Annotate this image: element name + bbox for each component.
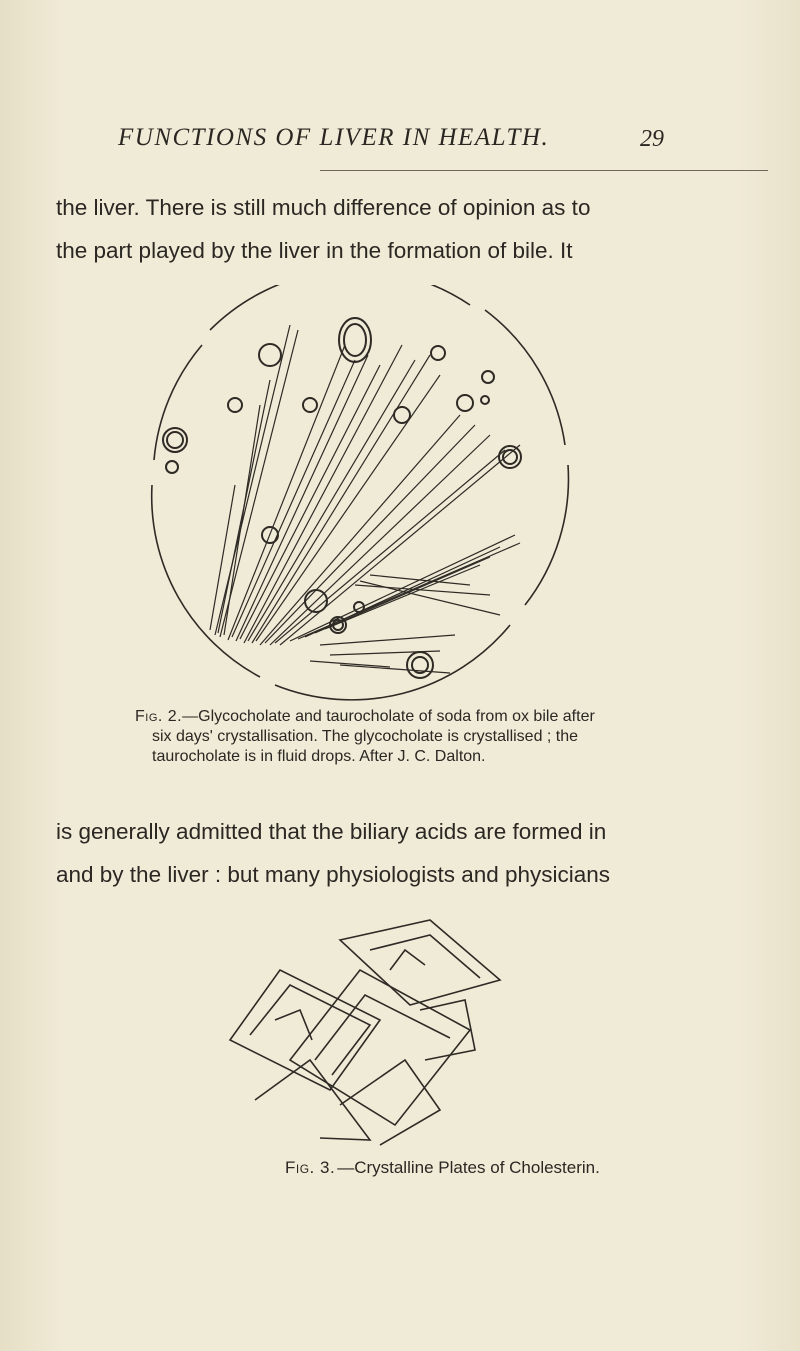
figure-2-caption [135,707,695,767]
paragraph-1 [56,186,756,272]
caption-line: taurocholate is in fluid drops. After J. C. Dalton. [152,748,486,765]
running-head [0,122,800,162]
header-rule [320,170,768,171]
paragraph-2 [56,810,756,896]
page-number: 29 [640,126,664,152]
text-line: the part played by the liver in the formation of bile. It [56,238,573,263]
figure-label: Fig. 3. [285,1158,336,1177]
field-outline [210,285,470,330]
figure-label: Fig. 2. [135,708,183,725]
field-outline [154,345,202,460]
text-line: is generally admitted that the biliary acids are formed in [56,819,607,844]
figure-2-crystal-field [140,285,576,705]
running-title: FUNCTIONS OF LIVER IN HEALTH. [118,124,550,151]
needle-crystals [210,325,520,673]
text-line: and by the liver : but many physiologists and physicians [56,862,611,887]
field-outline [275,625,510,700]
caption-line: six days' crystallisation. The glycocholate is crystallised ; the [152,728,579,745]
text-line: the liver. There is still much difference of opinion as to [56,195,591,220]
crystal-plates [230,920,500,1145]
caption-text: —Crystalline Plates of Cholesterin. [337,1158,600,1177]
figure-3-caption [285,1158,800,1178]
figure-3-cholesterin-plates [220,910,520,1150]
caption-line: —Glycocholate and taurocholate of soda from ox bile after [182,708,595,725]
field-outline [485,310,565,445]
field-outline [525,465,568,605]
